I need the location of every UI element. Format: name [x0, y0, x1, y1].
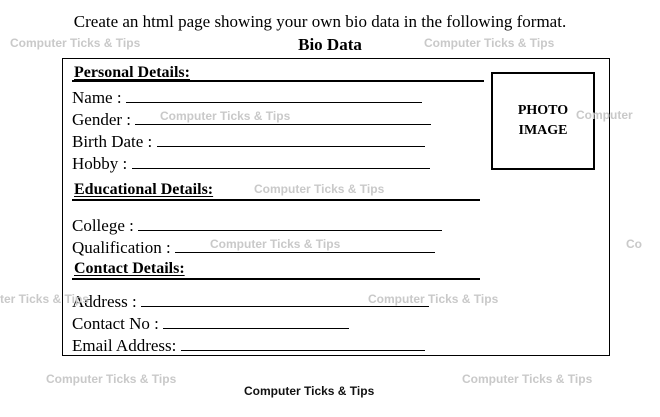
section-divider [72, 80, 484, 82]
section-divider [72, 199, 480, 201]
name-field [72, 88, 422, 108]
watermark: Computer Ticks & Tips [424, 36, 555, 50]
watermark: Computer Ticks & Tips [160, 109, 291, 123]
birth-date-field [72, 132, 425, 152]
contact-no-field [72, 314, 349, 334]
contact-no-blank[interactable] [163, 314, 349, 329]
watermark: ter Ticks & Tips [0, 292, 89, 306]
watermark: Computer Ticks & Tips [10, 36, 141, 50]
hobby-blank[interactable] [132, 154, 430, 169]
section-personal-details: Personal Details: [74, 64, 190, 81]
watermark: Computer [576, 108, 633, 122]
watermark: Computer Ticks & Tips [254, 182, 385, 196]
photo-label-line2: IMAGE [518, 123, 568, 138]
watermark-footer: Computer Ticks & Tips [244, 384, 375, 398]
photo-label-line1: PHOTO [517, 103, 569, 118]
address-label: Address : [72, 292, 137, 311]
watermark: Computer Ticks & Tips [210, 237, 341, 251]
birth-date-label: Birth Date : [72, 132, 153, 151]
section-divider [72, 278, 480, 280]
page-title: Bio Data [298, 35, 362, 54]
instruction-text: Create an html page showing your own bio data in the following format. [73, 12, 567, 31]
email-blank[interactable] [181, 336, 425, 351]
watermark: Computer Ticks & Tips [462, 372, 593, 386]
watermark: Computer Ticks & Tips [368, 292, 499, 306]
watermark: Co [626, 237, 642, 251]
email-label: Email Address: [72, 336, 177, 355]
contact-no-label: Contact No : [72, 314, 159, 333]
qualification-label: Qualification : [72, 238, 171, 257]
college-label: College : [72, 216, 134, 235]
email-field [72, 336, 425, 356]
name-blank[interactable] [126, 88, 422, 103]
name-label: Name : [72, 88, 122, 107]
hobby-label: Hobby : [72, 154, 128, 173]
section-contact-details: Contact Details: [74, 260, 185, 277]
hobby-field [72, 154, 430, 174]
college-blank[interactable] [138, 216, 442, 231]
section-educational-details: Educational Details: [74, 181, 214, 198]
college-field [72, 216, 442, 236]
birth-date-blank[interactable] [157, 132, 425, 147]
gender-label: Gender : [72, 110, 132, 129]
watermark: Computer Ticks & Tips [46, 372, 177, 386]
